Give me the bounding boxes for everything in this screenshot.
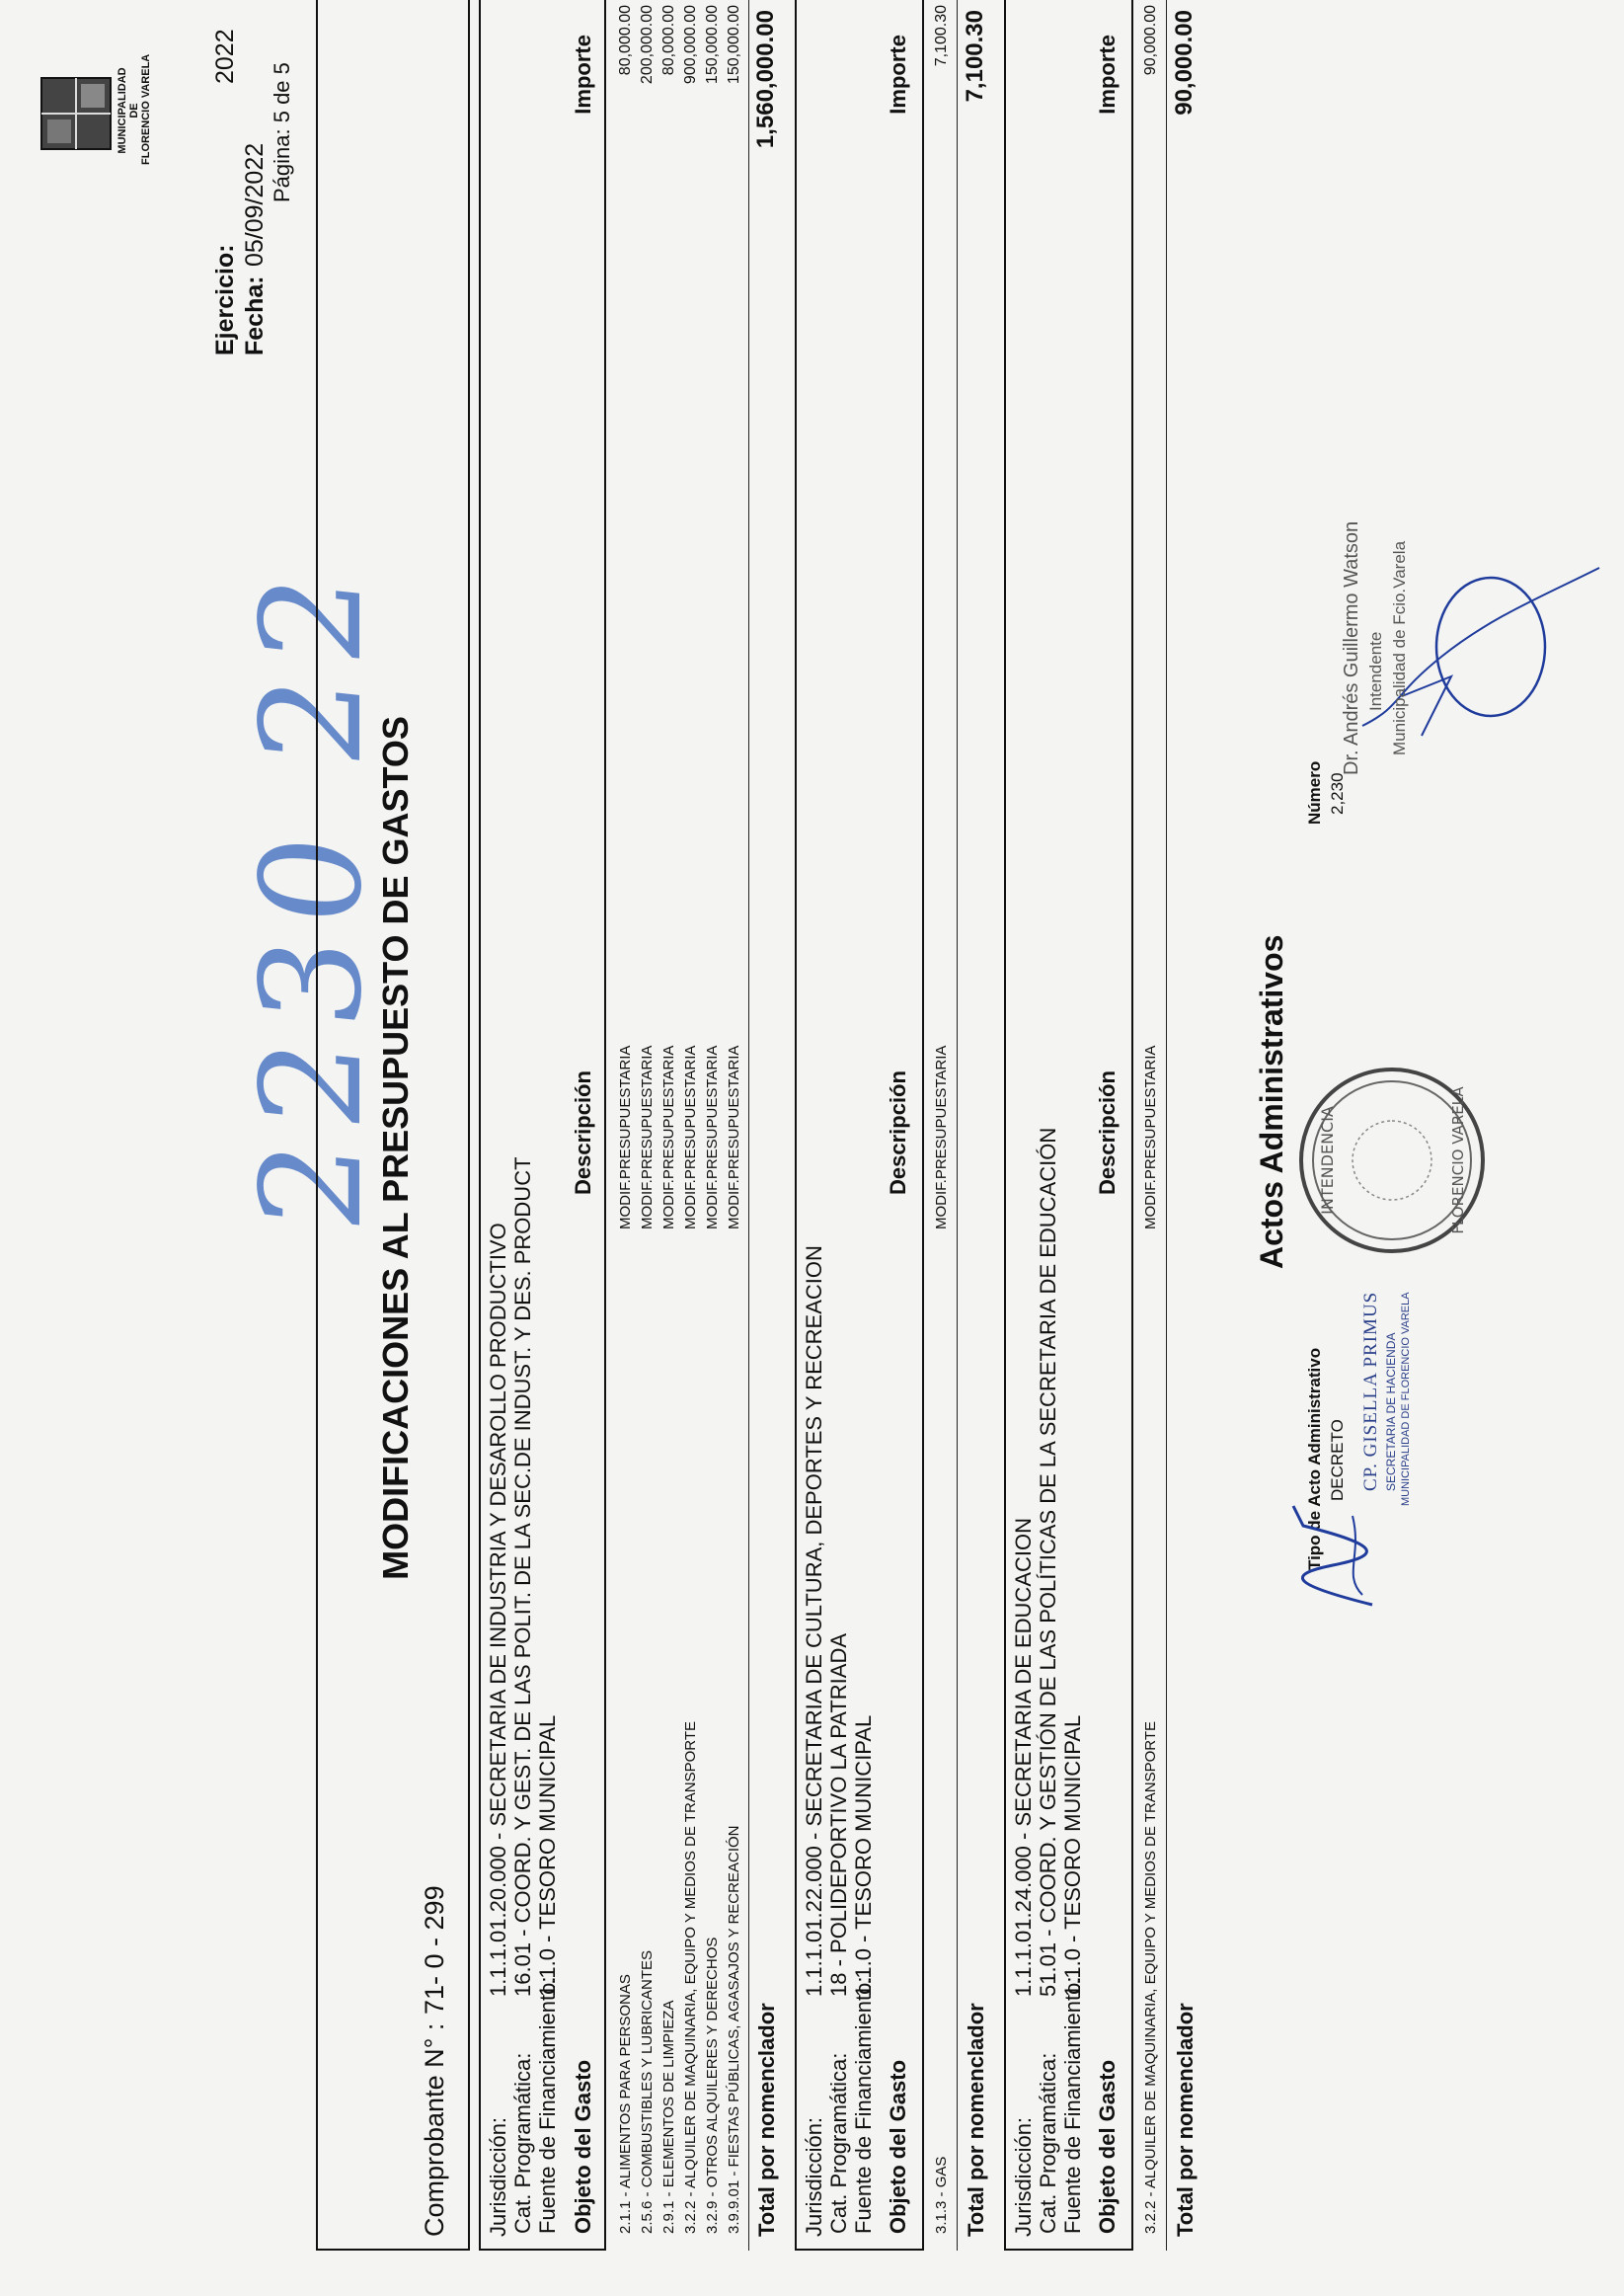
seal-text-top: INTENDENCIA <box>1318 1106 1337 1215</box>
left-signer-role: SECRETARIA DE HACIENDA <box>1384 1332 1398 1491</box>
seal-icon <box>1293 1062 1491 1259</box>
table-row-objeto: 2.1.1 - ALIMENTOS PARA PERSONAS <box>617 1974 634 2234</box>
fuente-label: Fuente de Financiamiento: <box>535 1976 560 2234</box>
page-number: Página: 5 de 5 <box>270 62 294 202</box>
table-row-objeto: 3.9.9.01 - FIESTAS PÚBLICAS, AGASAJOS Y RECREACIÓN <box>726 1825 742 2234</box>
cat-label: Cat. Programática: <box>510 2052 535 2234</box>
cat-label: Cat. Programática: <box>826 2052 851 2234</box>
table-row-descripcion: MODIF.PRESUPUESTARIA <box>1142 1045 1159 1229</box>
importe-header: Importe <box>886 35 910 115</box>
table-row-objeto: 3.2.9 - OTROS ALQUILERES Y DERECHOS <box>704 1937 721 2234</box>
table-row-objeto: 3.2.2 - ALQUILER DE MAQUINARIA, EQUIPO Y MEDIOS DE TRANSPORTE <box>682 1720 699 2234</box>
table-row-objeto: 3.1.3 - GAS <box>933 2156 950 2234</box>
fuente-value: 1.1.0 - TESORO MUNICIPAL <box>535 1714 560 1997</box>
table-row-importe: 150,000.00 <box>726 5 742 85</box>
table-row-importe: 150,000.00 <box>704 5 721 85</box>
divider <box>748 0 749 2251</box>
tipo-acto-value: DECRETO <box>1328 1419 1347 1501</box>
table-row-importe: 90,000.00 <box>1142 5 1159 76</box>
jurisdiccion-label: Jurisdicción: <box>1011 2116 1036 2237</box>
signature-icon <box>1274 1496 1392 1615</box>
table-row-objeto: 3.2.2 - ALQUILER DE MAQUINARIA, EQUIPO Y MEDIOS DE TRANSPORTE <box>1142 1720 1159 2234</box>
table-row-importe: 80,000.00 <box>660 5 677 76</box>
comprobante-value: 71- 0 - 299 <box>420 1885 449 2015</box>
fuente-value: 1.1.0 - TESORO MUNICIPAL <box>851 1714 876 1997</box>
ejercicio-value: 2022 <box>211 29 239 84</box>
cat-value: 16.01 - COORD. Y GEST. DE LAS POLIT. DE LA SEC.DE INDUST. Y DES. PRODUCT <box>510 1156 535 1997</box>
table-row-descripcion: MODIF.PRESUPUESTARIA <box>660 1045 677 1229</box>
fuente-label: Fuente de Financiamiento: <box>1060 1976 1085 2234</box>
total-label: Total por nomenclador <box>1173 2003 1198 2237</box>
cat-value: 18 - POLIDEPORTIVO LA PATRIADA <box>826 1632 851 1997</box>
left-signer-name: CP. GISELLA PRIMUS <box>1360 1291 1381 1491</box>
importe-header: Importe <box>571 35 595 115</box>
right-signer-role: Intendente <box>1366 631 1385 711</box>
table-row-descripcion: MODIF.PRESUPUESTARIA <box>682 1045 699 1229</box>
importe-header: Importe <box>1095 35 1120 115</box>
numero-value: 2,230 <box>1328 772 1347 815</box>
table-row-objeto: 2.9.1 - ELEMENTOS DE LIMPIEZA <box>660 2000 677 2234</box>
table-row-descripcion: MODIF.PRESUPUESTARIA <box>726 1045 742 1229</box>
table-row-descripcion: MODIF.PRESUPUESTARIA <box>617 1045 634 1229</box>
descripcion-header: Descripción <box>1095 1070 1120 1195</box>
total-label: Total por nomenclador <box>964 2003 988 2237</box>
objeto-header: Objeto del Gasto <box>1095 2059 1120 2234</box>
divider <box>1166 0 1167 2251</box>
section-total: 90,000.00 <box>1171 10 1198 116</box>
right-signer-name: Dr. Andrés Guillermo Watson <box>1341 520 1362 775</box>
table-row-importe: 7,100.30 <box>933 5 950 67</box>
table-row-objeto: 2.5.6 - COMBUSTIBLES Y LUBRICANTES <box>639 1949 656 2234</box>
table-row-importe: 200,000.00 <box>639 5 656 85</box>
objeto-header: Objeto del Gasto <box>571 2059 595 2234</box>
actos-title: Actos Administrativos <box>1254 934 1289 1269</box>
jurisdiccion-label: Jurisdicción: <box>802 2116 826 2237</box>
left-signature-scribble <box>1274 1496 1392 1615</box>
descripcion-header: Descripción <box>571 1070 595 1195</box>
jurisdiccion-label: Jurisdicción: <box>486 2116 510 2237</box>
table-row-descripcion: MODIF.PRESUPUESTARIA <box>933 1045 950 1229</box>
divider <box>957 0 958 2251</box>
section-total: 7,100.30 <box>962 10 988 103</box>
fecha-label: Fecha: <box>241 276 269 356</box>
cat-label: Cat. Programática: <box>1036 2052 1060 2234</box>
ejercicio-label: Ejercicio: <box>211 244 239 356</box>
jurisdiccion-value: 1.1.1.01.24.000 - SECRETARIA DE EDUCACION <box>1011 1518 1036 1997</box>
fuente-value: 1.1.0 - TESORO MUNICIPAL <box>1060 1714 1085 1997</box>
right-signer-org: Municipalidad de Fcio.Varela <box>1390 540 1409 755</box>
municipal-logo <box>39 74 114 153</box>
official-seal <box>1293 1062 1491 1259</box>
numero-label: Número <box>1305 760 1324 825</box>
jurisdiccion-value: 1.1.1.01.20.000 - SECRETARIA DE INDUSTRIA Y DESAROLLO PRODUCTIVO <box>486 1223 510 1997</box>
coat-of-arms-icon <box>39 74 114 153</box>
municipality-name: MUNICIPALIDAD DE FLORENCIO VARELA <box>116 53 152 165</box>
jurisdiccion-value: 1.1.1.01.22.000 - SECRETARIA DE CULTURA, DEPORTES Y RECREACION <box>802 1245 826 1997</box>
table-row-importe: 80,000.00 <box>617 5 634 76</box>
cat-value: 51.01 - COORD. Y GESTIÓN DE LAS POLÍTICAS DE LA SECRETARIA DE EDUCACIÓN <box>1036 1127 1060 1997</box>
comprobante-label: Comprobante N° : <box>420 2022 449 2237</box>
page-title: MODIFICACIONES AL PRESUPUESTO DE GASTOS <box>375 716 416 1580</box>
fuente-label: Fuente de Financiamiento: <box>851 1976 876 2234</box>
left-signer-org: MUNICIPALIDAD DE FLORENCIO VARELA <box>1400 1292 1412 1506</box>
stamp-number: 2230 22 <box>232 552 393 1238</box>
seal-text-bottom: FLORENCIO VARELA <box>1449 1086 1467 1234</box>
descripcion-header: Descripción <box>886 1070 910 1195</box>
table-row-descripcion: MODIF.PRESUPUESTARIA <box>639 1045 656 1229</box>
table-row-importe: 900,000.00 <box>682 5 699 85</box>
total-label: Total por nomenclador <box>754 2003 779 2237</box>
fecha-value: 05/09/2022 <box>241 142 269 267</box>
tipo-acto-label: Tipo de Acto Administrativo <box>1305 1347 1324 1570</box>
section-total: 1,560,000.00 <box>752 10 779 149</box>
table-row-descripcion: MODIF.PRESUPUESTARIA <box>704 1045 721 1229</box>
objeto-header: Objeto del Gasto <box>886 2059 910 2234</box>
